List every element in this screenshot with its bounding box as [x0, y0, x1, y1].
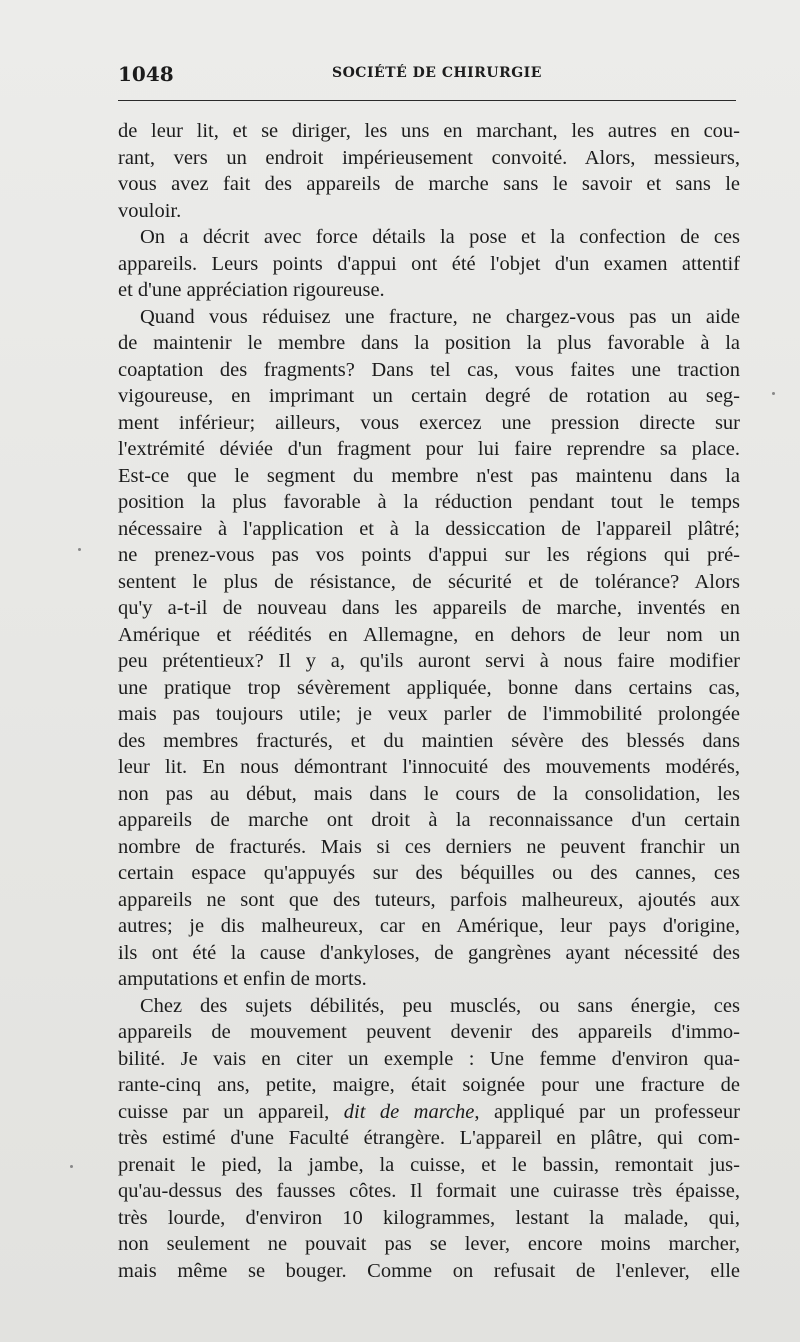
text-line: non seulement ne pouvait pas se lever, encore moins marcher, [118, 1233, 740, 1255]
body-text [118, 118, 740, 1284]
text-line: peu prétentieux? Il y a, qu'ils auront servi à nous faire modifier [118, 650, 740, 672]
text-line: Amérique et réédités en Allemagne, en dehors de leur nom un [118, 623, 740, 646]
text-line: qu'au-dessus des fausses côtes. Il formait une cuirasse très épaisse, [118, 1180, 740, 1202]
text-line: rant, vers un endroit impérieusement convoité. Alors, messieurs, [118, 146, 740, 169]
paper-speck [78, 548, 81, 551]
text-line: vigoureuse, en imprimant un certain degré de rotation au seg- [118, 385, 740, 407]
text-line: cuisse par un appareil, dit de marche, appliqué par un professeur [118, 1100, 740, 1123]
text-line: leur lit. En nous démontrant l'innocuité des mouvements modérés, [118, 756, 740, 778]
text-line: de leur lit, et se diriger, les uns en marchant, les autres en cou- [118, 120, 740, 142]
text-line: position la plus favorable à la réduction pendant tout le temps [118, 491, 740, 513]
text-line: mais pas toujours utile; je veux parler de l'immobilité prolongée [118, 703, 740, 725]
text-line: nombre de fracturés. Mais si ces derniers ne peuvent franchir un [118, 835, 740, 858]
text-line: vous avez fait des appareils de marche sans le savoir et sans le [118, 173, 740, 195]
text-line: nécessaire à l'application et à la dessiccation de l'appareil plâtré; [118, 517, 740, 540]
text-line: sentent le plus de résistance, de sécurité et de tolérance? Alors [118, 570, 740, 593]
text-line: prenait le pied, la jambe, la cuisse, et le bassin, remontait jus- [118, 1153, 740, 1176]
text-line: de maintenir le membre dans la position la plus favorable à la [118, 332, 740, 354]
text-line: l'extrémité déviée d'un fragment pour lui faire reprendre sa place. [118, 438, 740, 460]
italic-phrase: dit de marche [343, 1100, 475, 1123]
text-line: amputations et enfin de morts. [118, 968, 367, 990]
text-line: ils ont été la cause d'ankyloses, de gangrènes ayant nécessité des [118, 941, 740, 964]
text-line: appareils. Leurs points d'appui ont été l'objet d'un examen attentif [118, 252, 740, 275]
text-line: non pas au début, mais dans le cours de la consolidation, les [118, 782, 740, 805]
text-line: bilité. Je vais en citer un exemple : Une femme d'environ qua- [118, 1047, 740, 1070]
page-number: 1048 [118, 62, 174, 86]
text-line: vouloir. [118, 199, 182, 222]
text-line: autres; je dis malheureux, car en Amérique, leur pays d'origine, [118, 915, 740, 937]
header-rule [118, 100, 736, 101]
text-line: certain espace qu'appuyés sur des béquilles ou des cannes, ces [118, 862, 740, 884]
text-line: et d'une appréciation rigoureuse. [118, 279, 385, 301]
text-line: rante-cinq ans, petite, maigre, était soignée pour une fracture de [118, 1074, 740, 1096]
text-line: très lourde, d'environ 10 kilogrammes, lestant la malade, qui, [118, 1206, 740, 1229]
text-line: Quand vous réduisez une fracture, ne chargez-vous pas un aide [140, 305, 740, 328]
text-line: On a décrit avec force détails la pose et la confection de ces [140, 226, 740, 248]
journal-title: SOCIÉTÉ DE CHIRURGIE [332, 65, 542, 81]
paper-speck [772, 392, 775, 395]
text-line: ment inférieur; ailleurs, vous exercez une pression directe sur [118, 411, 740, 434]
text-line: très estimé d'une Faculté étrangère. L'appareil en plâtre, qui com- [118, 1127, 740, 1149]
text-line: mais même se bouger. Comme on refusait de l'enlever, elle [118, 1259, 740, 1282]
text-line: appareils ne sont que des tuteurs, parfois malheureux, ajoutés aux [118, 888, 740, 911]
text-line: coaptation des fragments? Dans tel cas, vous faites une traction [118, 358, 740, 381]
text-line: une pratique trop sévèrement appliquée, bonne dans certains cas, [118, 676, 740, 699]
running-head [118, 62, 736, 88]
text-line: appareils de mouvement peuvent devenir des appareils d'immo- [118, 1021, 740, 1043]
text-line: des membres fracturés, et du maintien sévère des blessés dans [118, 729, 740, 752]
text-line: Est-ce que le segment du membre n'est pas maintenu dans la [118, 464, 740, 487]
text-line: ne prenez-vous pas vos points d'appui sur les régions qui pré- [118, 544, 740, 566]
text-line: appareils de marche ont droit à la reconnaissance d'un certain [118, 809, 740, 831]
paper-speck [70, 1165, 73, 1168]
text-line: Chez des sujets débilités, peu musclés, ou sans énergie, ces [140, 994, 740, 1017]
text-line: qu'y a-t-il de nouveau dans les appareils de marche, inventés en [118, 597, 740, 619]
